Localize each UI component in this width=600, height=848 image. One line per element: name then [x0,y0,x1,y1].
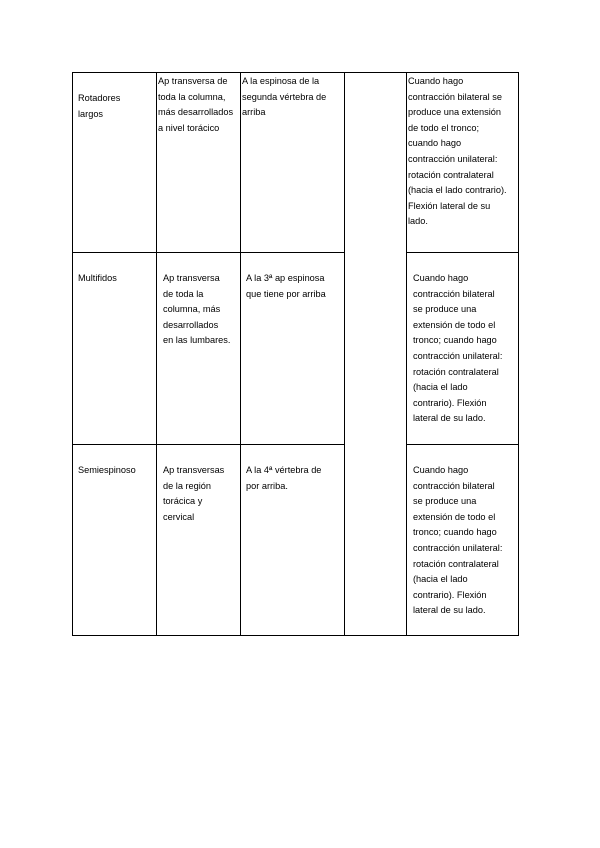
muscle-name: Rotadores largos [78,93,121,119]
insertion-text: A la espinosa de la segunda vértebra de arriba [242,76,327,118]
origin-cell [157,253,241,445]
insertion-text: A la 4ª vértebra de por arriba. [246,465,322,491]
action-text: Cuando hago contracción bilateral se produce una extensión de todo el tronco; cuando hago contracción unilateral: rotación contralateral (hacia el lado contrario). Flexión lateral de su lado. [408,76,507,227]
table-row [73,253,519,445]
origin-cell [157,445,241,636]
origin-cell [157,73,241,253]
origin-text: Ap transversas de la región torácica y cervical [163,465,225,522]
table-row [73,73,519,253]
origin-text: Ap transversa de toda la columna, más desarrollados en las lumbares. [163,273,231,346]
action-cell [407,73,519,253]
insertion-cell [241,253,345,445]
muscle-name: Semiespinoso [78,465,136,475]
insertion-cell [241,73,345,253]
empty-column-cell [345,73,407,636]
insertion-text: A la 3ª ap espinosa que tiene por arriba [246,273,326,299]
action-text: Cuando hago contracción bilateral se produce una extensión de todo el tronco; cuando hago contracción unilateral: rotación contralateral (hacia el lado contrario). Flexión lateral de su lado. [413,273,503,424]
muscle-name-cell [73,445,157,636]
origin-text: Ap transversa de toda la columna, más desarrollados a nivel torácico [158,76,234,133]
muscle-name-cell [73,73,157,253]
table-row [73,445,519,636]
action-cell [407,253,519,445]
muscle-name: Multifidos [78,273,117,283]
muscle-name-cell [73,253,157,445]
insertion-cell [241,445,345,636]
muscle-table [72,72,519,636]
action-cell [407,445,519,636]
action-text: Cuando hago contracción bilateral se produce una extensión de todo el tronco; cuando hago contracción unilateral: rotación contralateral (hacia el lado contrario). Flexión lateral de su lado. [413,465,503,616]
